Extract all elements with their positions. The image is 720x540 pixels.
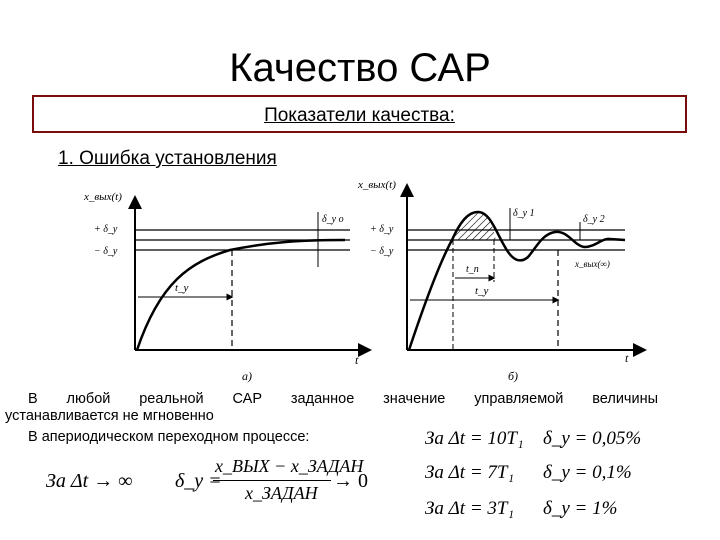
- table-delta: δ_у = 0,05%: [543, 428, 642, 449]
- settling-table: [425, 428, 685, 528]
- table-delta: δ_у = 1%: [543, 498, 618, 519]
- formula-delta-lhs: δ_у =: [175, 470, 222, 492]
- text-line-2: устанавливается не мгновенно: [5, 408, 214, 424]
- slide-title: Качество САР: [229, 46, 491, 90]
- subtitle: Показатели качества:: [264, 105, 455, 126]
- graph-b-xinf-label: x_вых(∞): [575, 259, 610, 269]
- graph-a-y-label: x_вых(t): [84, 191, 122, 203]
- formula-delta: [175, 456, 375, 516]
- graph-b-curve: [409, 212, 625, 350]
- subtitle-box: [32, 95, 687, 133]
- graph-b: [357, 179, 640, 383]
- graph-a-ty-label: t_у: [175, 282, 189, 294]
- formula-delta-numerator: x_ВЫХ − x_ЗАДАН: [215, 456, 364, 476]
- formula-limit: За Δt → ∞: [46, 470, 133, 492]
- graph-a-minus-delta: − δ_у: [94, 246, 118, 257]
- table-time: За Δt = 3T₁: [425, 498, 515, 519]
- graph-b-delta1-label: δ_у 1: [513, 208, 535, 219]
- table-time: За Δt = 7T₁: [425, 462, 515, 483]
- graph-b-minus-delta: − δ_у: [370, 246, 394, 257]
- graph-a-delta-label: δ_у о: [322, 214, 344, 225]
- graph-b-delta2-label: δ_у 2: [583, 214, 605, 225]
- formula-delta-denominator: x_ЗАДАН: [245, 483, 318, 503]
- graph-b-y-label: x_вых(t): [358, 179, 396, 191]
- graph-b-ty-label: t_у: [475, 285, 489, 297]
- graph-a-curve: [137, 240, 345, 350]
- graph-b-x-label: t: [625, 351, 629, 365]
- graph-b-caption: б): [508, 369, 519, 383]
- text-line-1: В любой реальной САР заданное значение управляемой величины: [28, 391, 658, 407]
- table-time: За Δt = 10T₁: [425, 428, 524, 449]
- formula-delta-rhs: → 0: [333, 470, 368, 492]
- graph-a-plus-delta: + δ_у: [94, 224, 118, 235]
- graph-a: [83, 191, 365, 383]
- item-heading: 1. Ошибка установления: [58, 148, 277, 169]
- graph-a-x-label: t: [355, 353, 359, 367]
- text-line-3: В апериодическом переходном процессе:: [28, 429, 310, 445]
- graph-b-tn-label: t_п: [466, 264, 479, 275]
- graph-b-plus-delta: + δ_у: [370, 224, 394, 235]
- transient-graphs: [80, 172, 650, 390]
- fraction-bar: [213, 480, 331, 481]
- graph-a-caption: а): [242, 369, 252, 383]
- table-delta: δ_у = 0,1%: [543, 462, 632, 483]
